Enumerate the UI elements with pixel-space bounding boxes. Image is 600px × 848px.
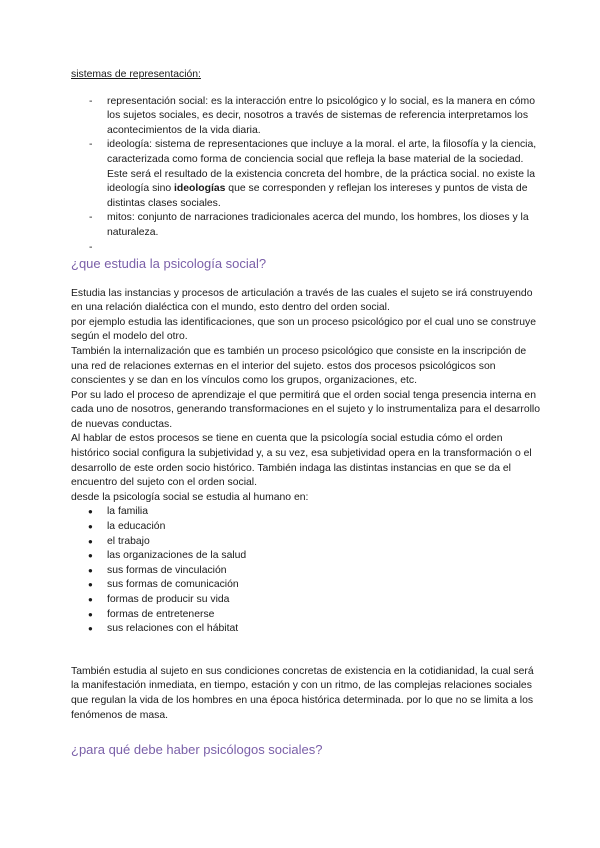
paragraph: Estudia las instancias y procesos de articulación a través de las cuales el sujeto se irá construyendo en una relación dialéctica con el mundo, esto dentro del orden social. (71, 287, 533, 314)
paragraph: desde la psicología social se estudia al humano en: (71, 491, 309, 503)
dash-list (71, 95, 541, 251)
list-item: ● sus formas de comunicación (71, 578, 541, 593)
ideologias-bold: ideologías (174, 183, 226, 195)
paragraph: Por su lado el proceso de aprendizaje el que permitirá que el orden social tenga presencia interna en cada uno de nosotros, generando transformaciones en el sujeto y lo instrumentaliza para el desarrollo de nuevas conductas. (71, 389, 541, 430)
section-1-body (71, 287, 541, 506)
paragraph: También estudia al sujeto en sus condiciones concretas de existencia en la cotidianidad, la cual será la manifestación inmediata, en tiempo, estación y con un ritmo, de las complejas relaciones sociales que regulan la vida de los hombres en una época histórica determinada. por lo que no se limita a los fenómenos de masa. (71, 665, 534, 721)
paragraph: por ejemplo estudia las identificaciones, que son un proceso psicológico por el cual uno se construye según el modelo del otro. (71, 316, 536, 343)
list-item: - representación social: es la interacción entre lo psicológico y lo social, es la manera en cómo los sujetos sociales, es decir, nosotros a través de sistemas de referencia interpretamos los acontecimientos de la vida diaria. (71, 95, 541, 139)
paragraph: También la internalización que es también un proceso psicológico que consiste en la inscripción de una red de relaciones externas en el interior del sujeto. estos dos procesos psicológicos son conscientes y se dan en los vínculos como los grupos, organizaciones, etc. (71, 345, 527, 387)
list-item: ● sus formas de vinculación (71, 564, 541, 579)
list-item: ● la educación (71, 520, 541, 535)
sistemas-heading: sistemas de representación: (71, 69, 201, 80)
list-item: ● sus relaciones con el hábitat (71, 622, 541, 637)
list-item: ● el trabajo (71, 535, 541, 550)
list-item: ● formas de producir su vida (71, 593, 541, 608)
list-item: ● la familia (71, 505, 541, 520)
list-item: ● las organizaciones de la salud (71, 549, 541, 564)
list-item: ● formas de entretenerse (71, 608, 541, 623)
paragraph: Al hablar de estos procesos se tiene en cuenta que la psicología social estudia cómo el orden histórico social configura la subjetividad y, a su vez, esa subjetividad opera en la transformación o el desarrollo de este orden socio histórico. También indaga las distintas instancias en que se da el encuentro del sujeto con el orden social. (71, 433, 532, 489)
list-item (71, 138, 541, 211)
document-page (71, 68, 541, 759)
empty-list-item (71, 241, 541, 251)
question-heading-1: ¿que estudia la psicología social? (71, 255, 267, 271)
ideologia-text-after: que se corresponden y reflejan los intereses y puntos de vista de distintas clases sociales. (107, 183, 528, 209)
question-heading-2: ¿para qué debe haber psicólogos sociales? (71, 742, 323, 758)
bullet-list (71, 505, 541, 636)
ideologia-text-before: ideología: sistema de representaciones que incluye a la moral. el arte, la filosofía y la ciencia, caracterizada como forma de conciencia social que refleja la base material de la sociedad. Este será el resultado de la existencia concreta del hombre, de la práctica social. no existe la ideología sino (107, 139, 537, 195)
list-item: - mitos: conjunto de narraciones tradicionales acerca del mundo, los hombres, los dioses y la naturaleza. (71, 211, 541, 240)
